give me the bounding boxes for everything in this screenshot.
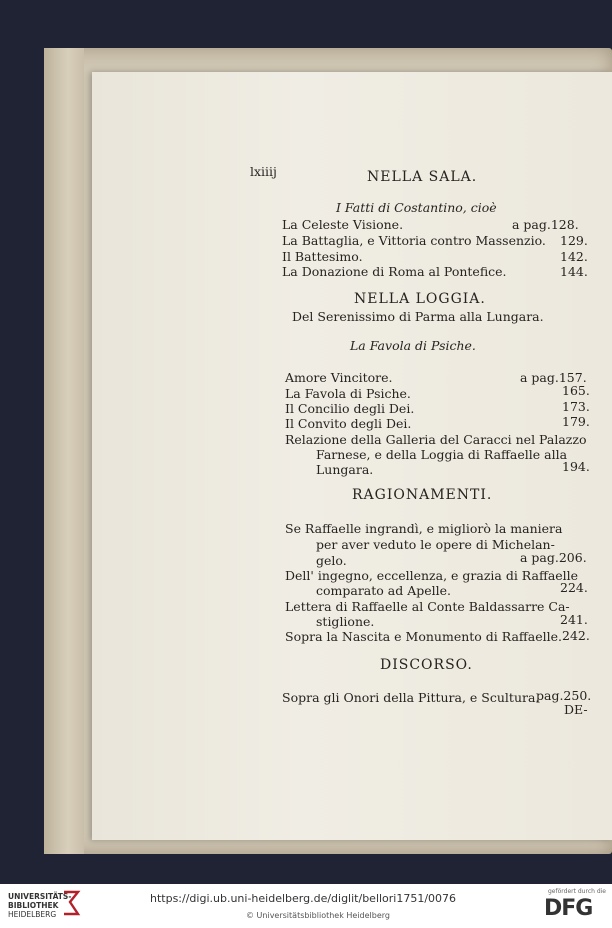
document-url-link[interactable]: https://digi.ub.uni-heidelberg.de/diglit/bellori1751/0076	[150, 892, 457, 905]
copyright-text: © Universitätsbibliothek Heidelberg	[246, 911, 391, 920]
entry-line: comparato ad Apelle.	[316, 583, 452, 598]
entry-text: Il Battesimo.	[282, 249, 363, 264]
entry-page: 129.	[560, 233, 588, 248]
entry-text: Amore Vincitore.	[285, 370, 393, 385]
entry-page: 179.	[562, 414, 590, 429]
viewer-footer	[0, 884, 612, 928]
book-page	[92, 72, 612, 840]
entry-text: La Favola di Psiche.	[285, 386, 411, 401]
entry-page: 142.	[560, 249, 588, 264]
entry-text: La Battaglia, e Vittoria contro Massenzio.	[282, 233, 546, 248]
entry-page: 165.	[562, 383, 590, 398]
entry-page: a pag.128.	[512, 217, 579, 232]
section-heading-sala: NELLA SALA.	[367, 169, 478, 185]
entry-page: a pag.206.	[520, 550, 587, 565]
section-subheading-sala: I Fatti di Costantino, cioè	[336, 200, 497, 215]
entry-page: 242.	[562, 628, 590, 643]
section-heading-loggia: NELLA LOGGIA.	[354, 291, 486, 307]
library-name-line: UNIVERSITÄTS-	[8, 892, 72, 901]
page-number: lxiiij	[250, 164, 277, 179]
section-subheading-loggia: Del Serenissimo di Parma alla Lungara.	[292, 309, 544, 324]
entry-page: 224.	[560, 580, 588, 595]
entry-line: Dell' ingegno, eccellenza, e grazia di Raffaelle	[285, 568, 579, 583]
library-name-line: BIBLIOTHEK	[8, 901, 59, 910]
entry-text: La Celeste Visione.	[282, 217, 404, 232]
entry-page: pag.250.	[536, 688, 592, 703]
library-name-line: HEIDELBERG	[8, 910, 57, 919]
entry-page: 241.	[560, 612, 588, 627]
funded-by-text: gefördert durch die	[548, 888, 606, 895]
entry-text: Sopra gli Onori della Pittura, e Scultura.	[282, 690, 540, 705]
dfg-logo: DFG	[544, 896, 593, 921]
entry-line: Farnese, e della Loggia di Raffaelle alla	[316, 447, 568, 462]
entry-text: La Donazione di Roma al Pontefice.	[282, 264, 507, 279]
library-logo-icon	[62, 890, 82, 916]
entry-text: Il Convito degli Dei.	[285, 416, 412, 431]
entry-line: Se Raffaelle ingrandì, e migliorò la maniera	[285, 521, 563, 536]
entry-line: gelo.	[316, 553, 347, 568]
entry-page: a pag.157.	[520, 370, 587, 385]
entry-line: Lettera di Raffaelle al Conte Baldassarre Ca-	[285, 599, 570, 614]
entry-page: 144.	[560, 264, 588, 279]
catchword: DE-	[564, 702, 588, 717]
entry-page: 194.	[562, 459, 590, 474]
section-heading-discorso: DISCORSO.	[380, 657, 473, 673]
entry-page: 173.	[562, 399, 590, 414]
section-heading-ragionamenti: RAGIONAMENTI.	[352, 487, 493, 503]
book-spine-edge	[44, 48, 84, 854]
entry-text: Sopra la Nascita e Monumento di Raffaelle.	[285, 629, 563, 644]
entry-line: stiglione.	[316, 614, 375, 629]
section-subheading-psiche: La Favola di Psiche.	[350, 338, 476, 353]
entry-line: per aver veduto le opere di Michelan-	[316, 537, 555, 552]
entry-text: Il Concilio degli Dei.	[285, 401, 415, 416]
entry-line: Lungara.	[316, 462, 374, 477]
entry-line: Relazione della Galleria del Caracci nel Palazzo	[285, 432, 587, 447]
